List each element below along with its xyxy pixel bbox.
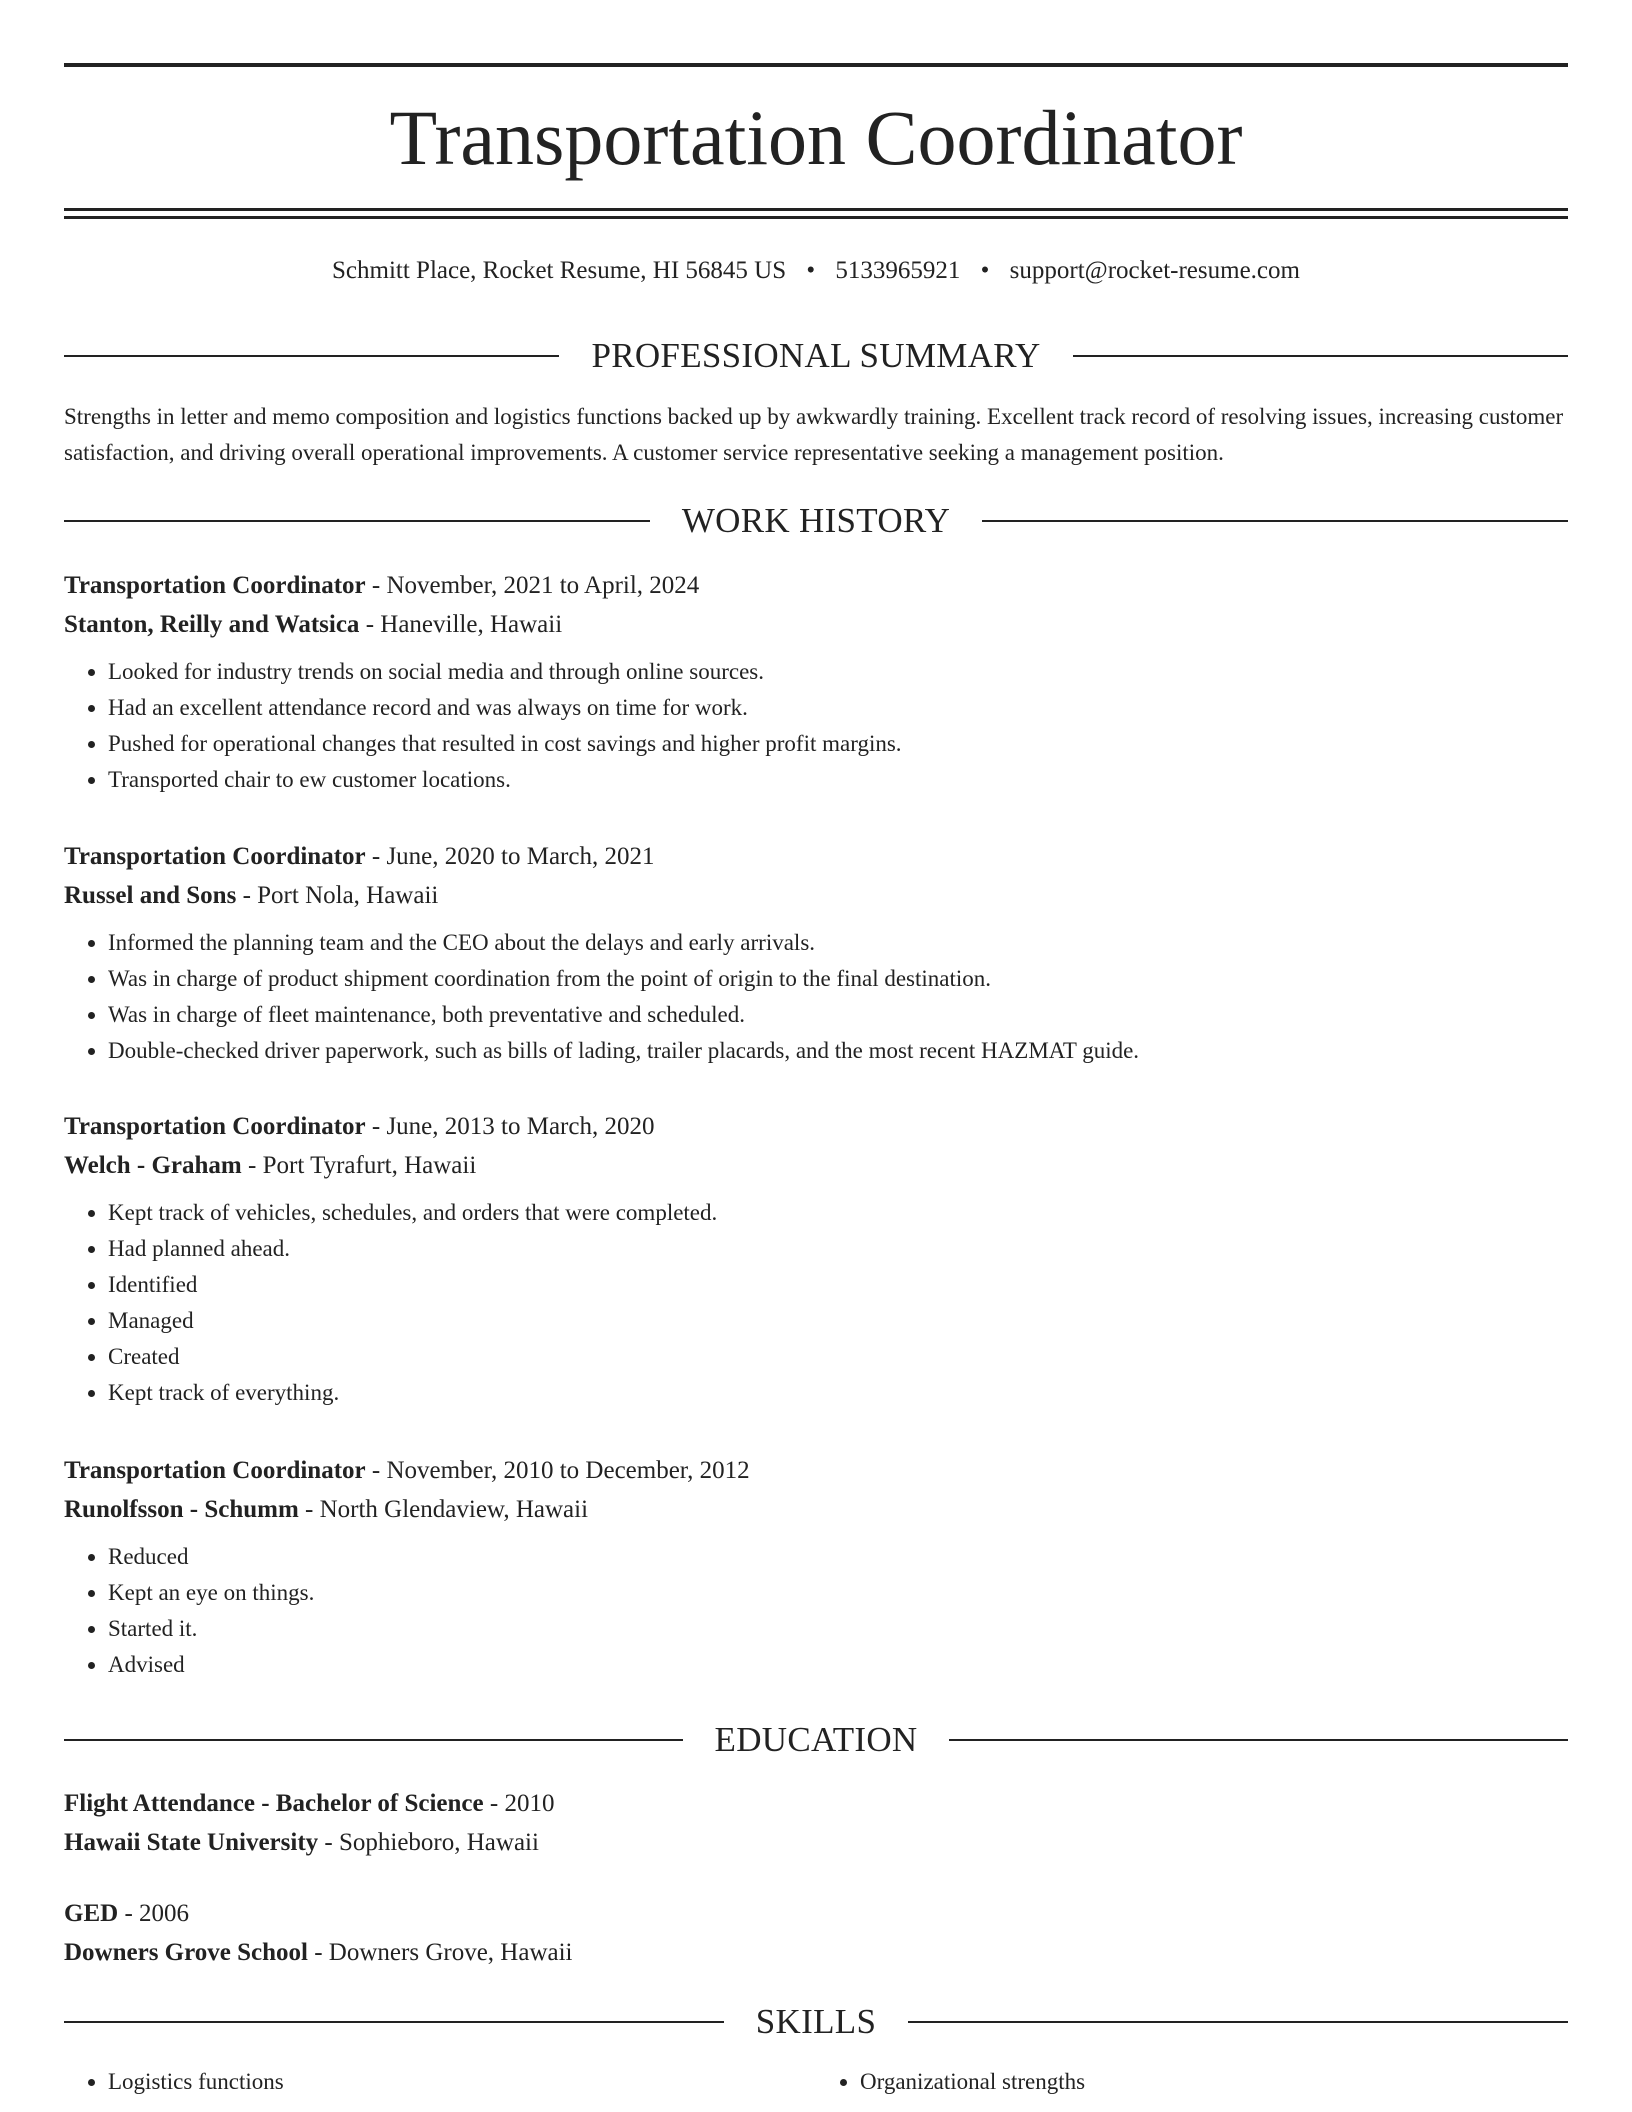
- job-bullet: • Reduced: [108, 1539, 1568, 1575]
- education-location: - Downers Grove, Hawaii: [307, 1939, 573, 1966]
- education-degree: Flight Attendance - Bachelor of Science: [64, 1790, 484, 1817]
- job-title-line: [64, 1107, 1568, 1146]
- section-heading-work: [64, 499, 1568, 543]
- section-heading-education: [64, 1718, 1568, 1762]
- section-title: EDUCATION: [714, 1720, 918, 1759]
- job-title: Transportation Coordinator: [64, 1113, 366, 1140]
- contact-email: support@rocket-resume.com: [1009, 257, 1300, 284]
- header-top-rule: [64, 63, 1568, 67]
- job-bullets: [64, 1195, 1568, 1411]
- education-year: - 2006: [118, 1900, 190, 1927]
- resume-title: Transportation Coordinator: [389, 94, 1243, 181]
- education-school: Downers Grove School: [64, 1939, 308, 1966]
- section-heading-summary: [64, 334, 1568, 378]
- job-bullet: • Kept track of vehicles, schedules, and orders that were completed.: [108, 1195, 1568, 1231]
- heading-rule: [64, 520, 650, 522]
- contact-line: [64, 254, 1568, 288]
- job-title: Transportation Coordinator: [64, 1457, 366, 1484]
- job-dates: - June, 2020 to March, 2021: [365, 843, 655, 870]
- job-bullet: • Was in charge of fleet maintenance, both preventative and scheduled.: [108, 997, 1568, 1033]
- job-title-line: [64, 566, 1568, 605]
- education-school: Hawaii State University: [64, 1829, 319, 1856]
- job-bullet: • Created: [108, 1339, 1568, 1375]
- job-location: - North Glendaview, Hawaii: [298, 1496, 589, 1523]
- header-bottom-rule-2: [64, 216, 1568, 219]
- job-bullets: [64, 925, 1568, 1069]
- summary-text: Strengths in letter and memo composition and logistics functions backed up by awkwardly training. Excellent track record of resolving issues, increasing customer satisfaction, and driving overall operational improvements. A customer service representative seeking a management position.: [64, 404, 1564, 465]
- education-school-line: [64, 1933, 1568, 1972]
- skill-item: • Logistics functions: [108, 2064, 816, 2100]
- job-bullet: • Informed the planning team and the CEO about the delays and early arrivals.: [108, 925, 1568, 961]
- job-location: - Haneville, Hawaii: [359, 611, 563, 638]
- job-bullet: • Double-checked driver paperwork, such as bills of lading, trailer placards, and the most recent HAZMAT guide.: [108, 1033, 1568, 1069]
- job-bullet: • Started it.: [108, 1611, 1568, 1647]
- job-entry: [64, 1107, 1568, 1411]
- job-title: Transportation Coordinator: [64, 572, 366, 599]
- job-entry: [64, 837, 1568, 1069]
- job-bullet: • Had an excellent attendance record and was always on time for work.: [108, 690, 1568, 726]
- heading-rule: [1073, 355, 1568, 357]
- contact-separator: •: [980, 257, 990, 284]
- job-bullet: • Transported chair to ew customer locations.: [108, 762, 1568, 798]
- skill-item: • Organizational strengths: [860, 2064, 1568, 2100]
- job-bullet: • Kept an eye on things.: [108, 1575, 1568, 1611]
- contact-address: Schmitt Place, Rocket Resume, HI 56845 US: [332, 257, 787, 284]
- section-title: WORK HISTORY: [681, 501, 951, 540]
- job-bullet: • Managed: [108, 1303, 1568, 1339]
- job-title-line: [64, 837, 1568, 876]
- job-location: - Port Nola, Hawaii: [236, 882, 439, 909]
- heading-rule: [64, 1739, 683, 1741]
- job-bullet: • Advised: [108, 1647, 1568, 1683]
- job-dates: - November, 2021 to April, 2024: [365, 572, 700, 599]
- job-entry: [64, 1451, 1568, 1683]
- education-degree-line: [64, 1894, 1568, 1933]
- skills-column-left: [64, 2064, 816, 2100]
- section-title: SKILLS: [755, 2002, 877, 2041]
- education-degree-line: [64, 1784, 1568, 1823]
- heading-rule: [64, 2021, 724, 2023]
- job-bullet: • Looked for industry trends on social media and through online sources.: [108, 654, 1568, 690]
- education-degree: GED: [64, 1900, 119, 1927]
- job-company-line: [64, 1490, 1568, 1529]
- job-bullet: • Pushed for operational changes that resulted in cost savings and higher profit margins.: [108, 726, 1568, 762]
- heading-rule: [64, 355, 559, 357]
- job-company-line: [64, 605, 1568, 644]
- job-location: - Port Tyrafurt, Hawaii: [241, 1152, 477, 1179]
- heading-rule: [982, 520, 1568, 522]
- section-heading-skills: [64, 2000, 1568, 2044]
- heading-rule: [908, 2021, 1568, 2023]
- job-bullets: [64, 1539, 1568, 1683]
- job-company: Russel and Sons: [64, 882, 237, 909]
- job-title-line: [64, 1451, 1568, 1490]
- job-entry: [64, 566, 1568, 798]
- contact-phone: 5133965921: [835, 257, 961, 284]
- header-bottom-rule: [64, 208, 1568, 211]
- job-dates: - November, 2010 to December, 2012: [365, 1457, 750, 1484]
- education-entry: [64, 1894, 1568, 1972]
- skills-column-right: [816, 2064, 1568, 2100]
- job-bullet: • Identified: [108, 1267, 1568, 1303]
- education-location: - Sophieboro, Hawaii: [318, 1829, 539, 1856]
- contact-separator: •: [806, 257, 816, 284]
- job-dates: - June, 2013 to March, 2020: [365, 1113, 655, 1140]
- education-school-line: [64, 1823, 1568, 1862]
- job-company-line: [64, 876, 1568, 915]
- heading-rule: [949, 1739, 1568, 1741]
- section-title: PROFESSIONAL SUMMARY: [591, 336, 1041, 375]
- education-entry: [64, 1784, 1568, 1862]
- job-company: Runolfsson - Schumm: [64, 1496, 299, 1523]
- skills-list: [64, 2064, 1568, 2100]
- job-company: Welch - Graham: [64, 1152, 242, 1179]
- job-bullet: • Had planned ahead.: [108, 1231, 1568, 1267]
- education-year: - 2010: [483, 1790, 555, 1817]
- job-bullet: • Kept track of everything.: [108, 1375, 1568, 1411]
- job-company-line: [64, 1146, 1568, 1185]
- job-title: Transportation Coordinator: [64, 843, 366, 870]
- job-bullet: • Was in charge of product shipment coordination from the point of origin to the final destination.: [108, 961, 1568, 997]
- job-bullets: [64, 654, 1568, 798]
- job-company: Stanton, Reilly and Watsica: [64, 611, 360, 638]
